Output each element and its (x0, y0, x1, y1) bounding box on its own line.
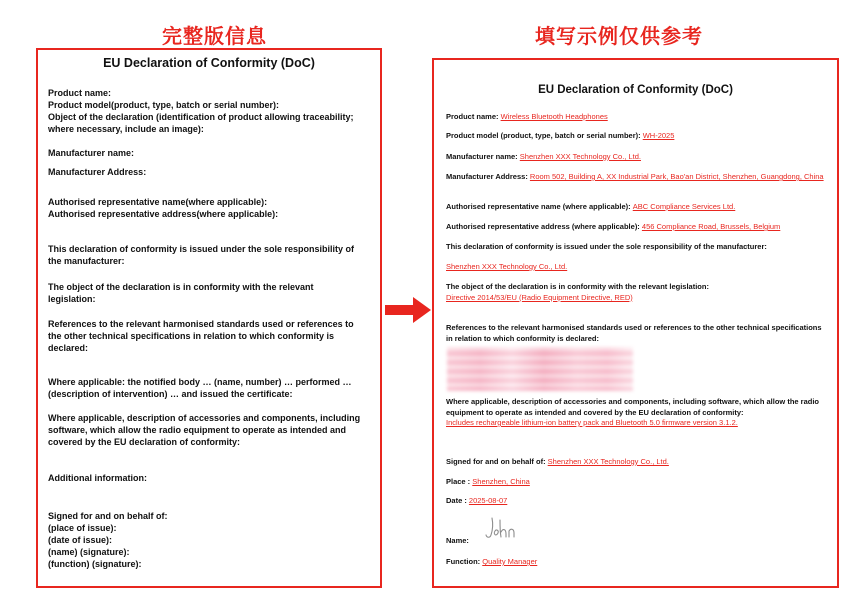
example-product-model-value: WH-2025 (642, 131, 675, 140)
template-manufacturer-address: Manufacturer Address: (48, 167, 147, 177)
template-responsibility-line2: the manufacturer: (48, 256, 125, 266)
example-auth-rep-address (446, 222, 824, 233)
template-date-of-issue: (date of issue): (48, 535, 113, 545)
example-legislation-label: The object of the declaration is in conformity with the relevant legislation: (446, 282, 709, 291)
template-object-line1: Object of the declaration (identification of product allowing traceability; (48, 112, 354, 122)
template-product-model: Product model(product, type, batch or serial number): (48, 100, 280, 110)
template-object-conformity-line1: The object of the declaration is in conformity with the relevant (48, 282, 314, 292)
example-manufacturer-address-label: Manufacturer Address: (446, 172, 530, 181)
example-place (446, 477, 824, 488)
template-additional-info: Additional information: (48, 473, 147, 483)
example-product-name-label: Product name: (446, 112, 501, 121)
template-responsibility (48, 243, 370, 267)
template-accessories-line1: Where applicable, description of accessories and components, including (48, 413, 361, 423)
example-responsibility-value: Shenzhen XXX Technology Co., Ltd. (446, 262, 568, 271)
heading-example: 填写示例仅供参考 (535, 24, 703, 48)
example-accessories (446, 397, 824, 429)
example-panel (432, 58, 839, 588)
example-place-label: Place : (446, 477, 473, 486)
example-auth-rep-name (446, 202, 824, 213)
template-product-name: Product name: (48, 88, 112, 98)
example-name (446, 536, 824, 547)
example-manufacturer-address-value: Room 502, Building A, XX Industrial Park, Bao'an District, Shenzhen, Guangdong, China (529, 172, 824, 181)
example-name-label: Name: (446, 536, 469, 545)
template-object-conformity-line2: legislation: (48, 294, 96, 304)
example-product-model-label: Product model (product, type, batch or serial number): (446, 131, 643, 140)
template-notified-body (48, 376, 370, 400)
example-auth-rep-name-value: ABC Compliance Services Ltd. (632, 202, 736, 211)
template-function-signature: (function) (signature): (48, 559, 142, 569)
example-place-value: Shenzhen, China (472, 477, 530, 486)
template-name-signature: (name) (signature): (48, 547, 130, 557)
example-legislation (446, 282, 824, 303)
template-accessories-line2: software, which allow the radio equipment to operate as intended and (48, 425, 347, 435)
template-accessories (48, 412, 370, 448)
template-references-line1: References to the relevant harmonised standards used or references to (48, 319, 354, 329)
template-panel (36, 48, 382, 588)
template-notified-line2: (description of intervention) … and issued the certificate: (48, 389, 293, 399)
template-product-block (48, 87, 370, 135)
template-auth-rep-name: Authorised representative name(where applicable): (48, 197, 268, 207)
template-accessories-line3: covered by the EU declaration of conformity: (48, 437, 241, 447)
template-auth-rep-block (48, 196, 370, 220)
template-references (48, 318, 370, 354)
template-references-line2: the other technical specifications in relation to which conformity is (48, 331, 335, 341)
example-references-label: References to the relevant harmonised standards used or references to the other technical specifications in relation to which conformity is declared: (446, 323, 822, 343)
example-accessories-label: Where applicable, description of accessories and components, including software, which allow the radio equipment to operate as intended and covered by the EU declaration of conformity: (446, 397, 819, 417)
example-legislation-value: Directive 2014/53/EU (Radio Equipment Directive, RED) (446, 292, 633, 302)
example-auth-rep-address-value: 456 Compliance Road, Brussels, Belgium (641, 222, 781, 231)
example-auth-rep-name-label: Authorised representative name (where applicable): (446, 202, 633, 211)
template-signature-block (48, 510, 370, 570)
blurred-standards-list (447, 347, 633, 391)
example-signed-value: Shenzhen XXX Technology Co., Ltd. (547, 457, 669, 466)
example-date-value: 2025-08-07 (468, 496, 508, 505)
example-function-value: Quality Manager (482, 557, 538, 566)
right-arrow-icon (385, 297, 431, 323)
example-date (446, 496, 824, 507)
template-notified-line1: Where applicable: the notified body … (name, number) … performed … (48, 377, 352, 387)
template-manufacturer-name: Manufacturer name: (48, 148, 135, 158)
example-date-label: Date : (446, 496, 469, 505)
template-object-conformity (48, 281, 370, 305)
template-place-of-issue: (place of issue): (48, 523, 117, 533)
example-manufacturer-name-value: Shenzhen XXX Technology Co., Ltd. (519, 152, 641, 161)
template-auth-rep-address: Authorised representative address(where applicable): (48, 209, 279, 219)
example-auth-rep-address-label: Authorised representative address (where applicable): (446, 222, 642, 231)
example-manufacturer-name-label: Manufacturer name: (446, 152, 520, 161)
example-responsibility-row (446, 262, 824, 273)
example-manufacturer-address (446, 172, 824, 183)
heading-full-version: 完整版信息 (162, 24, 267, 48)
template-responsibility-line1: This declaration of conformity is issued under the sole responsibility of (48, 244, 355, 254)
template-signed-for: Signed for and on behalf of: (48, 511, 168, 521)
example-product-name (446, 112, 824, 123)
example-product-model (446, 131, 824, 142)
example-responsibility-label: This declaration of conformity is issued under the sole responsibility of the manufacturer: (446, 242, 767, 251)
template-references-line3: declared: (48, 343, 89, 353)
example-function (446, 557, 824, 568)
example-accessories-value: Includes rechargeable lithium-ion battery pack and Bluetooth 5.0 firmware version 3.1.2. (446, 418, 738, 427)
example-function-label: Function: (446, 557, 483, 566)
example-signed-label: Signed for and on behalf of: (446, 457, 548, 466)
example-title: EU Declaration of Conformity (DoC) (538, 84, 733, 96)
template-title: EU Declaration of Conformity (DoC) (103, 56, 315, 70)
example-product-name-value: Wireless Bluetooth Headphones (500, 112, 608, 121)
example-manufacturer-name (446, 152, 824, 163)
template-object-line2: where necessary, include an image): (48, 124, 204, 134)
example-signed-for (446, 457, 824, 468)
